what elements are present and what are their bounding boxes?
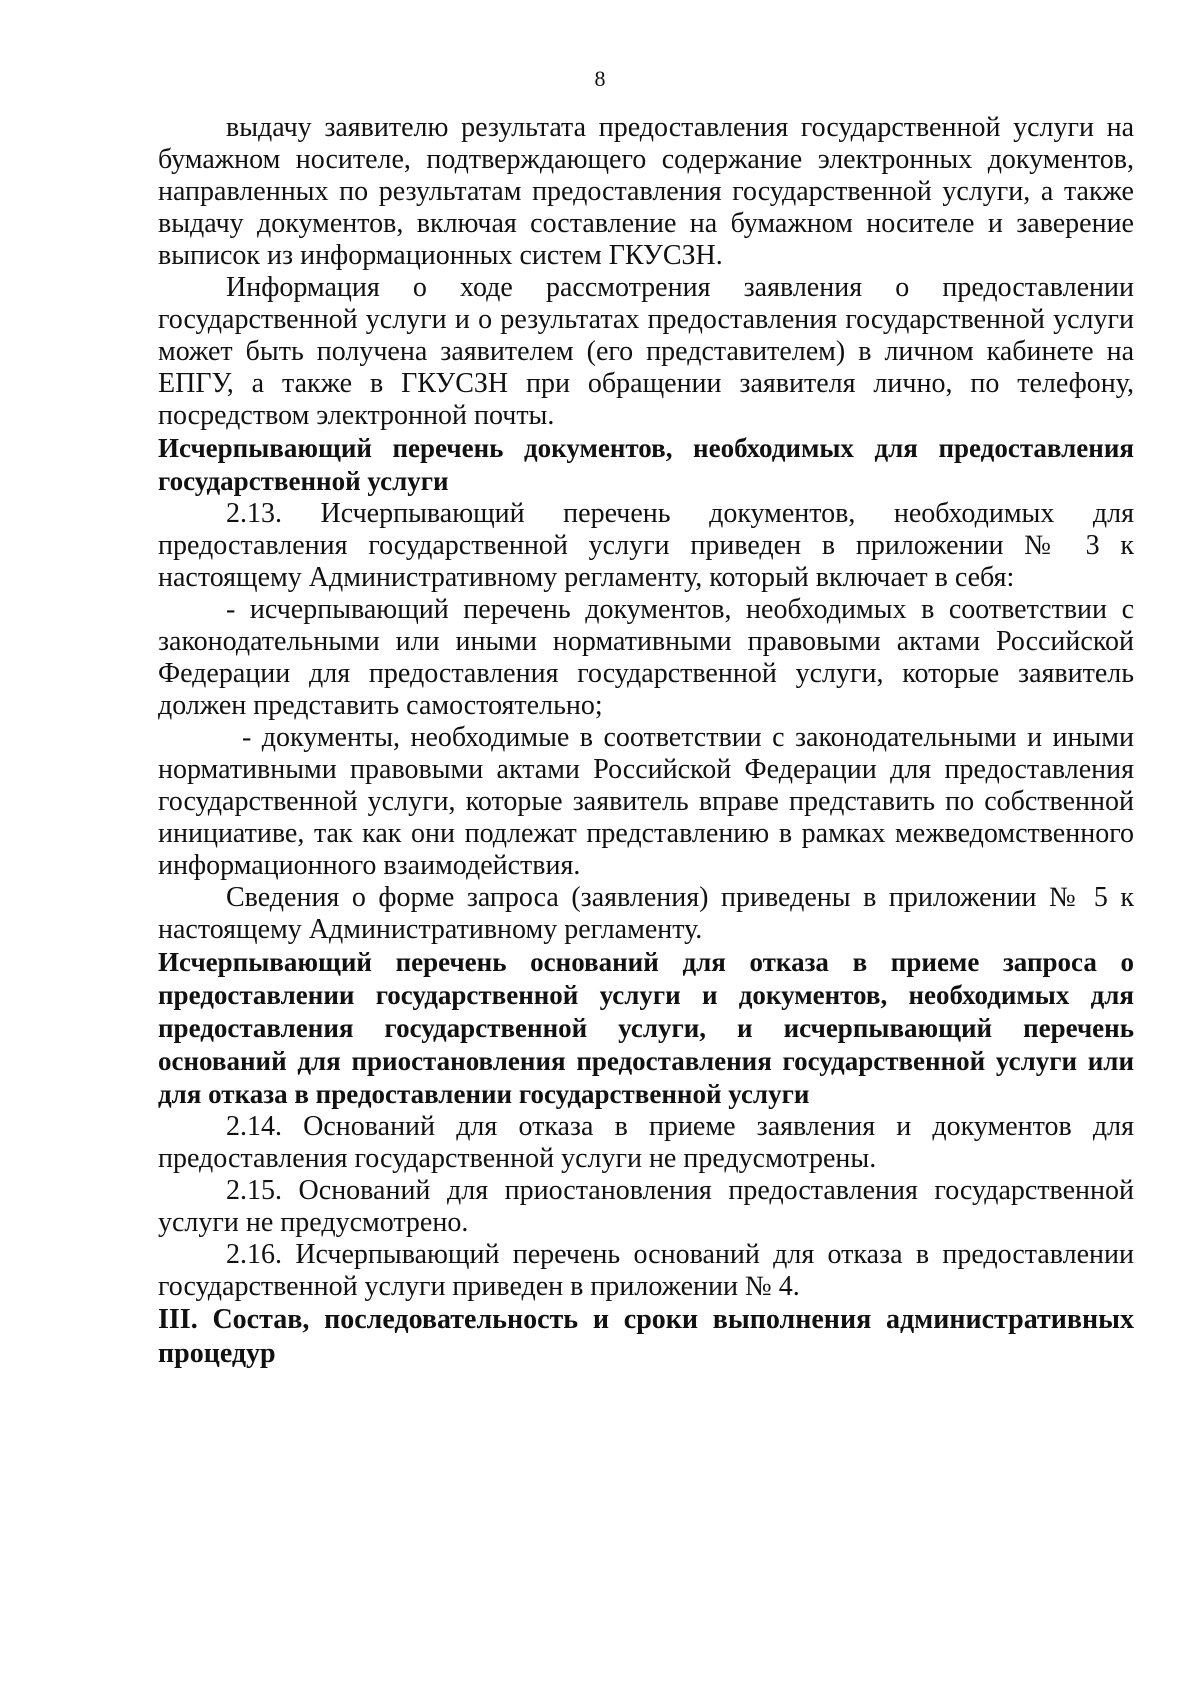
paragraph-result-delivery-text: выдачу заявителю результата предоставления государственной услуги на бумажном носителе, подтверждающего содержание электронных документов, направленных по результатам предоставления государственной услуги, а также выдачу документов, включая составление на бумажном носителе и заверение выписок из информационных систем ГКУСЗН.	[158, 112, 1134, 271]
section-heading-refusal-grounds: Исчерпывающий перечень оснований для отказа в приеме запроса о предоставлении государственной услуги и документов, необходимых для предоставления государственной услуги, и исчерпывающий перечень оснований для приостановления предоставления государственной услуги или для отказа в предоставлении государственной услуги	[158, 947, 1134, 1109]
list-item-optional-documents: - документы, необходимые в соответствии с законодательными и иными нормативными правовыми актами Российской Федерации для предоставления государственной услуги, которые заявитель вправе представить по собственной инициативе, так как они подлежат представлению в рамках межведомственного информационного взаимодействия.	[158, 722, 1134, 881]
page-number: 8	[594, 66, 606, 91]
chapter-heading-procedures: III. Состав, последовательность и сроки выполнения административных процедур	[158, 1304, 1134, 1369]
list-item-required-documents: - исчерпывающий перечень документов, необходимых в соответствии с законодательными или иными нормативными правовыми актами Российской Федерации для предоставления государственной услуги, которые заявитель должен представить самостоятельно;	[158, 594, 1134, 721]
paragraph-info-status: Информация о ходе рассмотрения заявления о предоставлении государственной услуги и о результатах предоставления государственной услуги может быть получена заявителем (его представителем) в личном кабинете на ЕПГУ, а также в ГКУСЗН при обращении заявителя лично, по телефону, посредством электронной почты.	[158, 272, 1134, 431]
paragraph-result-delivery	[158, 112, 1134, 272]
paragraph-2-15: 2.15. Оснований для приостановления предоставления государственной услуги не предусмотрено.	[158, 1175, 1134, 1238]
document-body	[158, 112, 1134, 1371]
section-heading-documents: Исчерпывающий перечень документов, необходимых для предоставления государственной услуги	[158, 433, 1134, 496]
paragraph-request-form: Сведения о форме запроса (заявления) приведены в приложении № 5 к настоящему Административному регламенту.	[158, 882, 1134, 945]
paragraph-2-16: 2.16. Исчерпывающий перечень оснований для отказа в предоставлении государственной услуги приведен в приложении № 4.	[158, 1239, 1134, 1302]
paragraph-2-13: 2.13. Исчерпывающий перечень документов, необходимых для предоставления государственной услуги приведен в приложении № 3 к настоящему Административному регламенту, который включает в себя:	[158, 498, 1134, 593]
paragraph-2-14: 2.14. Оснований для отказа в приеме заявления и документов для предоставления государственной услуги не предусмотрены.	[158, 1111, 1134, 1174]
